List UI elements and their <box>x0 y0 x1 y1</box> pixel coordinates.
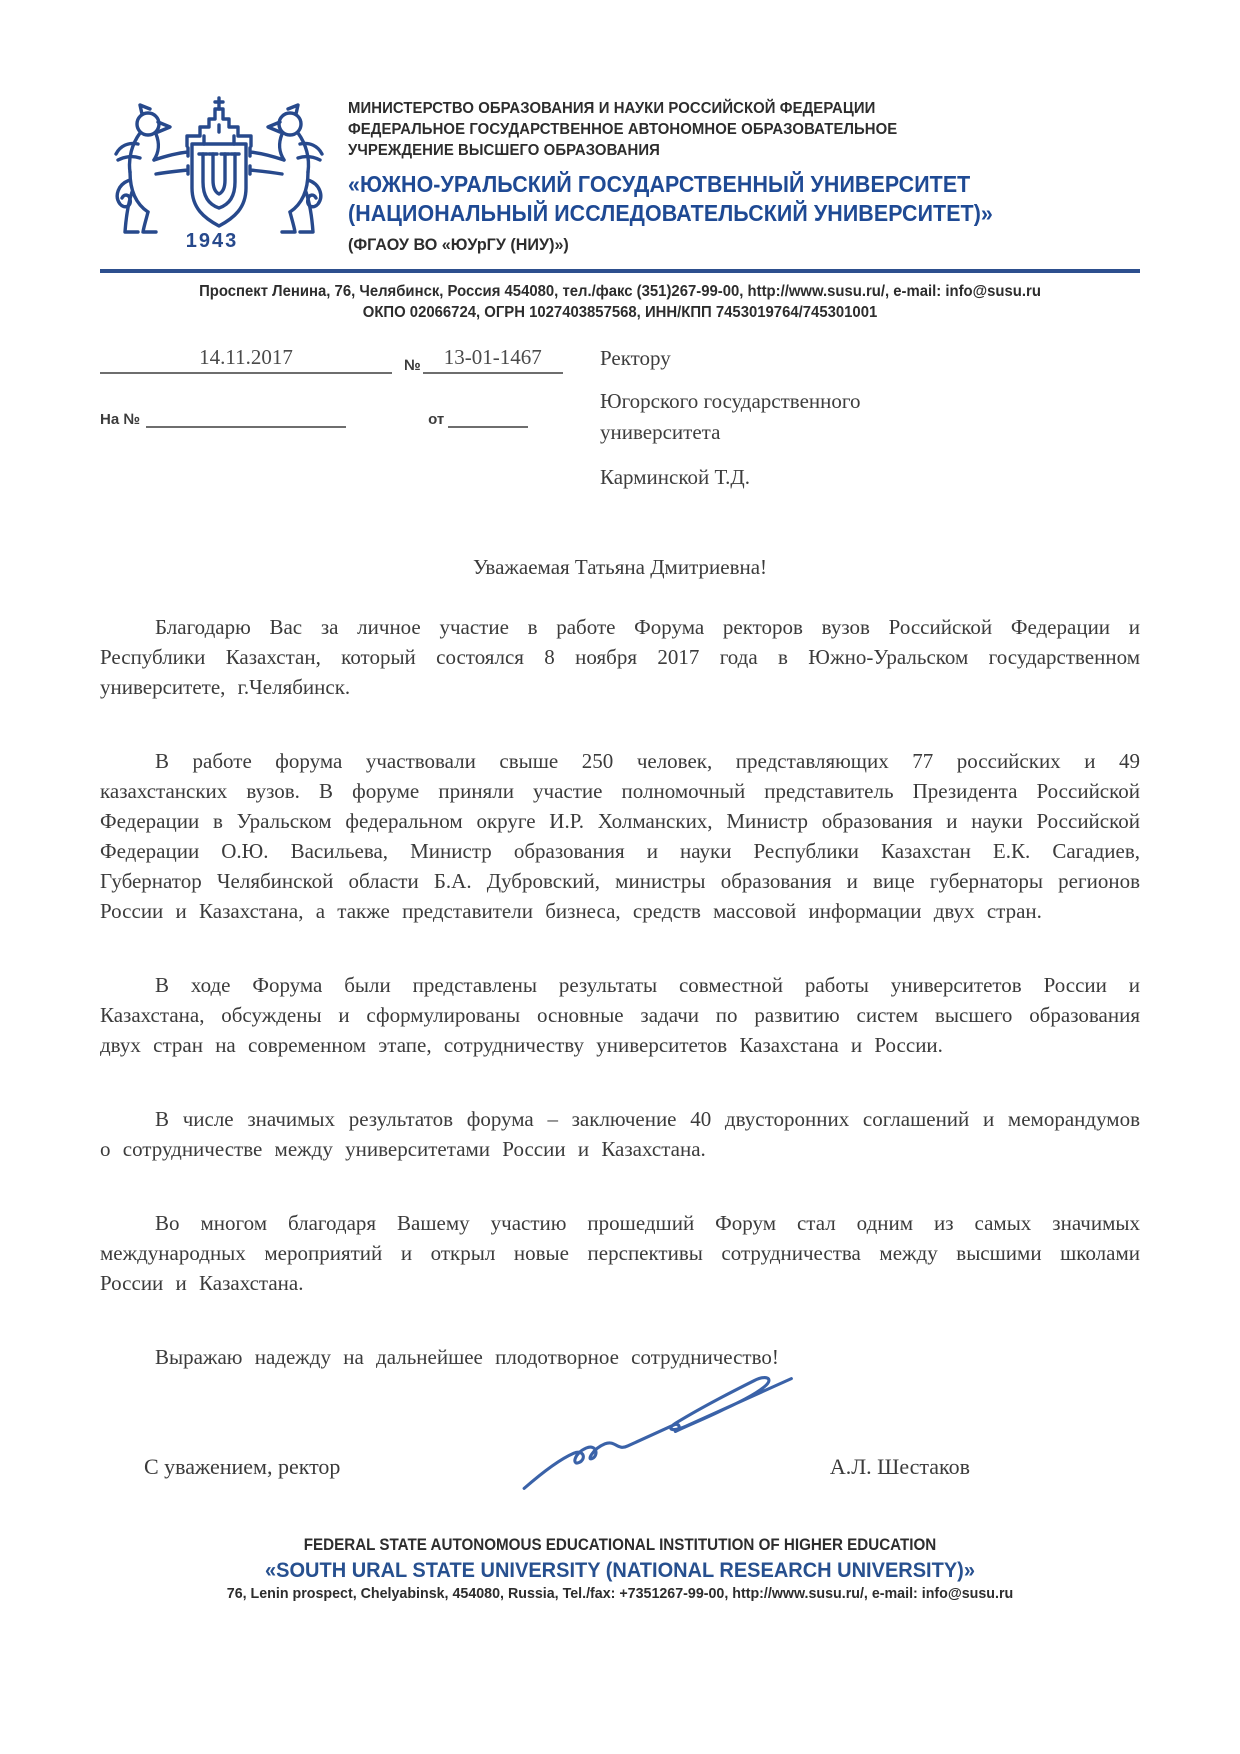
university-abbreviation: (ФГАОУ ВО «ЮУрГУ (НИУ)») <box>348 235 569 254</box>
shield-u-icon <box>192 144 246 226</box>
letter-date: 14.11.2017 <box>199 345 293 369</box>
blank-line <box>146 410 346 428</box>
paragraph: В числе значимых результатов форума – заключение 40 двусторонних соглашений и меморандумов о сотрудничестве между университетами России и Казахстана. <box>100 1107 1140 1161</box>
reply-to-number-label: На № <box>100 411 141 428</box>
date-field <box>100 345 392 374</box>
letter-body <box>100 612 1140 1372</box>
footer <box>100 1534 1140 1604</box>
registration-numbers-line: ОКПО 02066724, ОГРН 1027403857568, ИНН/КПП 7453019764/745301001 <box>362 304 878 321</box>
signature-name: А.Л. Шестаков <box>829 1454 970 1479</box>
signature-scribble-icon <box>520 1366 810 1501</box>
recipient-organization: Югорского государственного университета <box>600 389 861 444</box>
requisites-block <box>100 343 600 493</box>
footer-university-line: «SOUTH URAL STATE UNIVERSITY (NATIONAL RESEARCH UNIVERSITY)» <box>265 1558 975 1582</box>
header-divider <box>100 269 1140 273</box>
paragraph: Благодарю Вас за личное участие в работе Форума ректоров вузов Российской Федерации и Республики Казахстан, который состоялся 8 ноября 2017 года в Южно-Уральском государственном университете, г.Челябинск. <box>100 615 1140 699</box>
susu-logo <box>100 92 338 252</box>
letterhead-text <box>348 92 1041 255</box>
ministry-line: МИНИСТЕРСТВО ОБРАЗОВАНИЯ И НАУКИ РОССИЙСКОЙ ФЕДЕРАЦИИ <box>348 100 876 117</box>
salutation: Уважаемая Татьяна Дмитриевна! <box>472 555 768 579</box>
number-field <box>423 345 563 374</box>
requisites-and-recipient <box>100 343 1140 493</box>
signature-title: С уважением, ректор <box>144 1454 341 1479</box>
blank-line <box>448 410 528 428</box>
letter-number: 13-01-1467 <box>443 345 542 369</box>
recipient-name: Карминской Т.Д. <box>600 465 750 489</box>
ministry-line: УЧРЕЖДЕНИЕ ВЫСШЕГО ОБРАЗОВАНИЯ <box>348 142 660 159</box>
footer-address-line: 76, Lenin prospect, Chelyabinsk, 454080, Russia, Tel./fax: +7351267-99-00, http://www.susu.ru/, e-mail: info@susu.ru <box>226 1585 1014 1602</box>
recipient-block <box>600 343 912 493</box>
paragraph: В работе форума участвовали свыше 250 человек, представляющих 77 российских и 49 казахстанских вузов. В форуме приняли участие полномочный представитель Президента Российской Федерации в Уральском федеральном округе И.Р. Холманских, Министр образования и науки Российской Федерации О.Ю. Васильева, Министр образования и науки Республики Казахстан Е.К. Сагадиев, Губернатор Челябинской области Б.А. Дубровский, министры образования и вице губернаторы регионов России и Казахстана, а также представители бизнеса, средств массовой информации двух стран. <box>100 749 1140 923</box>
paragraph: Во многом благодаря Вашему участию прошедший Форум стал одним из самых значимых международных мероприятий и открыл новые перспективы сотрудничества между высшими школами России и Казахстана. <box>100 1211 1140 1295</box>
building-icon <box>187 98 251 146</box>
reply-from-label: от <box>428 411 445 428</box>
number-label: № <box>404 357 421 374</box>
recipient-title: Ректору <box>600 346 671 370</box>
university-name-line: (НАЦИОНАЛЬНЫЙ ИССЛЕДОВАТЕЛЬСКИЙ УНИВЕРСИТЕТ)» <box>348 200 993 226</box>
paragraph: Выражаю надежду на дальнейшее плодотворное сотрудничество! <box>155 1345 779 1369</box>
footer-institution-line: FEDERAL STATE AUTONOMOUS EDUCATIONAL INSTITUTION OF HIGHER EDUCATION <box>303 1536 937 1554</box>
susu-emblem-icon <box>100 92 338 252</box>
signature-row <box>100 1446 1140 1488</box>
ministry-line: ФЕДЕРАЛЬНОЕ ГОСУДАРСТВЕННОЕ АВТОНОМНОЕ ОБРАЗОВАТЕЛЬНОЕ <box>348 121 898 138</box>
logo-year: 1943 <box>185 230 239 252</box>
university-name-line: «ЮЖНО-УРАЛЬСКИЙ ГОСУДАРСТВЕННЫЙ УНИВЕРСИТЕТ <box>348 171 971 197</box>
address-line: Проспект Ленина, 76, Челябинск, Россия 454080, тел./факс (351)267-99-00, http://www.susu.ru/, e-mail: info@susu.ru <box>199 283 1041 300</box>
griffin-left-icon <box>116 105 188 232</box>
letterhead <box>100 92 1140 323</box>
griffin-right-icon <box>250 105 322 232</box>
paragraph: В ходе Форума были представлены результаты совместной работы университетов России и Казахстана, обсуждены и сформулированы основные задачи по развитию систем высшего образования двух стран на современном этапе, сотрудничеству университетов Казахстана и России. <box>100 973 1140 1057</box>
